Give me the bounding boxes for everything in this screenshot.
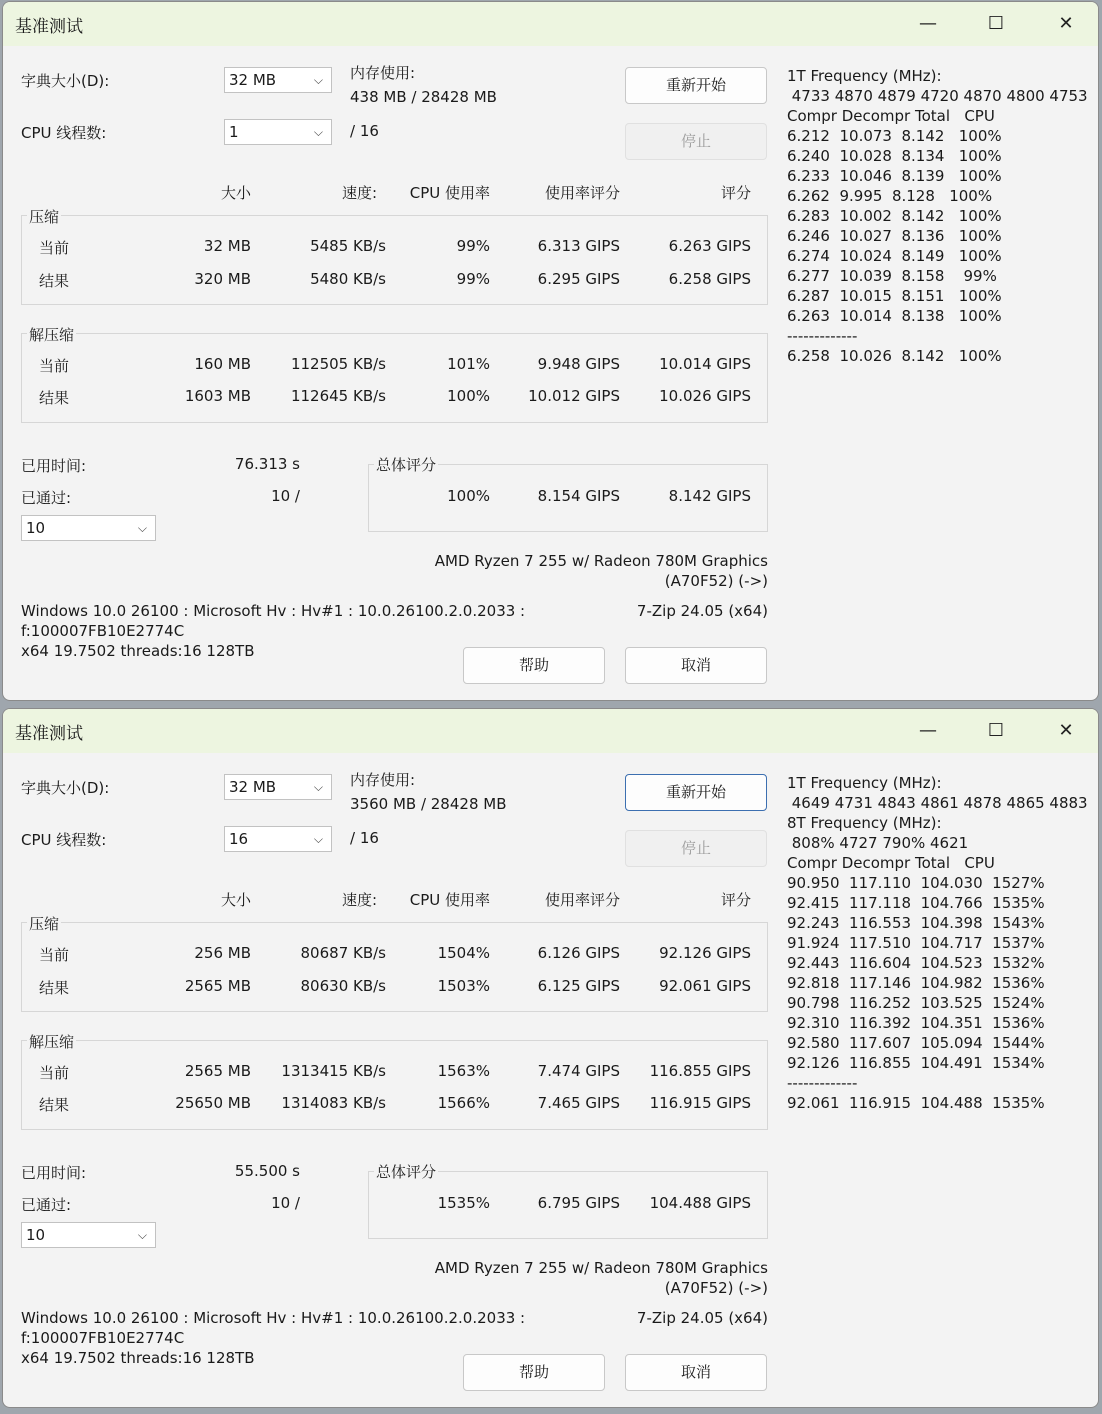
cell-usage-rating: 10.012 GIPS xyxy=(528,387,620,405)
os-info-line1: Windows 10.0 26100 : Microsoft Hv : Hv#1 : 10.0.26100.2.0.2033 : xyxy=(21,1309,526,1327)
memory-usage-value: 3560 MB / 28428 MB xyxy=(350,795,507,813)
passes-value: 10 / xyxy=(271,487,300,505)
cpu-id: (A70F52) (->) xyxy=(664,572,768,590)
benchmark-window-2 xyxy=(2,708,1099,1408)
compress-group-label: 压缩 xyxy=(29,915,60,933)
os-info-line2: f:100007FB10E2774C xyxy=(21,622,185,640)
header-size: 大小 xyxy=(220,184,251,202)
header-rating: 评分 xyxy=(720,891,751,909)
cell-cpu: 101% xyxy=(447,355,490,373)
decompress-group-label: 解压缩 xyxy=(29,326,75,344)
cpu-threads-value: 1 xyxy=(229,123,239,141)
total-rating: 104.488 GIPS xyxy=(649,1194,751,1212)
cell-cpu: 1563% xyxy=(437,1062,490,1080)
os-info-line1: Windows 10.0 26100 : Microsoft Hv : Hv#1 : 10.0.26100.2.0.2033 : xyxy=(21,602,526,620)
cell-cpu: 1566% xyxy=(437,1094,490,1112)
total-rating-label: 总体评分 xyxy=(376,1163,437,1181)
cpu-id: (A70F52) (->) xyxy=(664,1279,768,1297)
cell-size: 160 MB xyxy=(194,355,251,373)
total-rating-label: 总体评分 xyxy=(376,456,437,474)
elapsed-time-label: 已用时间: xyxy=(21,457,87,475)
cpu-name: AMD Ryzen 7 255 w/ Radeon 780M Graphics xyxy=(434,1259,768,1277)
maximize-icon[interactable]: ☐ xyxy=(987,13,1005,34)
header-speed: 速度: xyxy=(341,891,377,909)
stop-button[interactable]: 停止 xyxy=(625,830,767,867)
dict-size-value: 32 MB xyxy=(229,778,277,796)
title-bar[interactable] xyxy=(3,709,1098,753)
cpu-threads-label: CPU 线程数: xyxy=(21,831,107,849)
os-info-line3: x64 19.7502 threads:16 128TB xyxy=(21,642,255,660)
cell-speed: 112645 KB/s xyxy=(290,387,386,405)
cell-usage-rating: 9.948 GIPS xyxy=(537,355,620,373)
header-speed: 速度: xyxy=(341,184,377,202)
chevron-down-icon: ⌵ xyxy=(313,73,323,87)
dict-size-label: 字典大小(D): xyxy=(21,779,110,797)
os-info-line2: f:100007FB10E2774C xyxy=(21,1329,185,1347)
version-label: 7-Zip 24.05 (x64) xyxy=(636,1309,768,1327)
passes-label: 已通过: xyxy=(21,489,72,507)
header-rating: 评分 xyxy=(720,184,751,202)
cell-rating: 10.014 GIPS xyxy=(659,355,751,373)
maximize-icon[interactable]: ☐ xyxy=(987,720,1005,741)
cpu-threads-select[interactable] xyxy=(224,826,332,852)
total-rating: 8.142 GIPS xyxy=(668,487,751,505)
passes-select-value: 10 xyxy=(26,1226,46,1244)
memory-usage-label: 内存使用: xyxy=(350,64,416,82)
header-cpu-usage: CPU 使用率 xyxy=(409,891,490,909)
dict-size-select[interactable] xyxy=(224,774,332,800)
passes-select-value: 10 xyxy=(26,519,46,537)
row-name: 结果 xyxy=(39,389,70,407)
dict-size-value: 32 MB xyxy=(229,71,277,89)
close-icon[interactable]: ✕ xyxy=(1058,720,1074,741)
chevron-down-icon: ⌵ xyxy=(137,1228,147,1242)
header-usage-rating: 使用率评分 xyxy=(544,184,620,202)
cpu-threads-label: CPU 线程数: xyxy=(21,124,107,142)
cpu-threads-total: / 16 xyxy=(350,829,379,847)
cell-speed: 5485 KB/s xyxy=(310,237,386,255)
cell-speed: 5480 KB/s xyxy=(310,270,386,288)
chevron-down-icon: ⌵ xyxy=(313,125,323,139)
decompress-group xyxy=(21,1040,768,1130)
cell-rating: 116.855 GIPS xyxy=(649,1062,751,1080)
header-size: 大小 xyxy=(220,891,251,909)
cancel-button[interactable]: 取消 xyxy=(625,647,767,684)
memory-usage-value: 438 MB / 28428 MB xyxy=(350,88,497,106)
cell-size: 320 MB xyxy=(194,270,251,288)
header-usage-rating: 使用率评分 xyxy=(544,891,620,909)
cell-size: 2565 MB xyxy=(184,977,251,995)
cell-speed: 80687 KB/s xyxy=(300,944,386,962)
memory-usage-label: 内存使用: xyxy=(350,771,416,789)
restart-button[interactable]: 重新开始 xyxy=(625,774,767,811)
cell-size: 25650 MB xyxy=(175,1094,251,1112)
total-usage-rating: 6.795 GIPS xyxy=(537,1194,620,1212)
chevron-down-icon: ⌵ xyxy=(313,780,323,794)
cell-cpu: 99% xyxy=(456,237,490,255)
cell-cpu: 1504% xyxy=(437,944,490,962)
cell-rating: 116.915 GIPS xyxy=(649,1094,751,1112)
dict-size-select[interactable] xyxy=(224,67,332,93)
compress-group-label: 压缩 xyxy=(29,208,60,226)
passes-value: 10 / xyxy=(271,1194,300,1212)
benchmark-log: 1T Frequency (MHz): 4649 4731 4843 4861 4878 4865 4883 8T Frequency (MHz): 808% 4727 790% 4621 Compr Decompr Total CPU 90.950 117.110 104.030 1527% 92.415 117.118 104.766 1535% 92.243 116.553 104.398 1543% 91.924 117.510 104.717 1537% 92.443 116.604 104.523 1532% 92.818 117.146 104.982 1536% 90.798 116.252 103.525 1524% 92.310 116.392 104.351 1536% 92.580 117.607 105.094 1544% 92.126 116.855 104.491 1534% ------------- 92.061 116.915 104.488 1535% xyxy=(787,774,1088,1112)
cell-cpu: 100% xyxy=(447,387,490,405)
row-name: 结果 xyxy=(39,979,70,997)
row-name: 当前 xyxy=(39,1064,70,1082)
dict-size-label: 字典大小(D): xyxy=(21,72,110,90)
cell-rating: 6.263 GIPS xyxy=(668,237,751,255)
cell-speed: 1313415 KB/s xyxy=(281,1062,386,1080)
cpu-threads-value: 16 xyxy=(229,830,249,848)
cell-size: 32 MB xyxy=(203,237,251,255)
total-usage-rating: 8.154 GIPS xyxy=(537,487,620,505)
cell-usage-rating: 7.474 GIPS xyxy=(537,1062,620,1080)
close-icon[interactable]: ✕ xyxy=(1058,13,1074,34)
cell-usage-rating: 6.295 GIPS xyxy=(537,270,620,288)
decompress-group xyxy=(21,333,768,423)
chevron-down-icon: ⌵ xyxy=(313,832,323,846)
cell-rating: 10.026 GIPS xyxy=(659,387,751,405)
passes-label: 已通过: xyxy=(21,1196,72,1214)
total-cpu: 100% xyxy=(447,487,490,505)
window-title: 基准测试 xyxy=(15,17,83,37)
cell-cpu: 99% xyxy=(456,270,490,288)
passes-select[interactable] xyxy=(21,1222,156,1248)
row-name: 结果 xyxy=(39,1096,70,1114)
cell-usage-rating: 6.126 GIPS xyxy=(537,944,620,962)
minimize-icon[interactable]: — xyxy=(919,13,937,34)
cell-size: 256 MB xyxy=(194,944,251,962)
row-name: 当前 xyxy=(39,239,70,257)
passes-select[interactable] xyxy=(21,515,156,541)
decompress-group-label: 解压缩 xyxy=(29,1033,75,1051)
os-info-line3: x64 19.7502 threads:16 128TB xyxy=(21,1349,255,1367)
benchmark-log: 1T Frequency (MHz): 4733 4870 4879 4720 4870 4800 4753 Compr Decompr Total CPU 6.212 10.073 8.142 100% 6.240 10.028 8.134 100% 6.233 10.046 8.139 100% 6.262 9.995 8.128 100% 6.283 10.002 8.142 100% 6.246 10.027 8.136 100% 6.274 10.024 8.149 100% 6.277 10.039 8.158 99% 6.287 10.015 8.151 100% 6.263 10.014 8.138 100% ------------- 6.258 10.026 8.142 100% xyxy=(787,67,1088,365)
cell-usage-rating: 6.125 GIPS xyxy=(537,977,620,995)
chevron-down-icon: ⌵ xyxy=(137,521,147,535)
cell-usage-rating: 7.465 GIPS xyxy=(537,1094,620,1112)
restart-button[interactable]: 重新开始 xyxy=(625,67,767,104)
stop-button[interactable]: 停止 xyxy=(625,123,767,160)
benchmark-window-1 xyxy=(2,1,1099,701)
compress-group xyxy=(21,922,768,1012)
cpu-name: AMD Ryzen 7 255 w/ Radeon 780M Graphics xyxy=(434,552,768,570)
cpu-threads-select[interactable] xyxy=(224,119,332,145)
row-name: 当前 xyxy=(39,946,70,964)
total-cpu: 1535% xyxy=(437,1194,490,1212)
minimize-icon[interactable]: — xyxy=(919,720,937,741)
cell-rating: 6.258 GIPS xyxy=(668,270,751,288)
cpu-threads-total: / 16 xyxy=(350,122,379,140)
cancel-button[interactable]: 取消 xyxy=(625,1354,767,1391)
cell-speed: 80630 KB/s xyxy=(300,977,386,995)
cell-speed: 1314083 KB/s xyxy=(281,1094,386,1112)
cell-size: 2565 MB xyxy=(184,1062,251,1080)
cell-rating: 92.061 GIPS xyxy=(659,977,751,995)
row-name: 当前 xyxy=(39,357,70,375)
cell-cpu: 1503% xyxy=(437,977,490,995)
compress-group xyxy=(21,215,768,305)
elapsed-time-value: 55.500 s xyxy=(234,1162,300,1180)
cell-size: 1603 MB xyxy=(184,387,251,405)
row-name: 结果 xyxy=(39,272,70,290)
window-title: 基准测试 xyxy=(15,724,83,744)
title-bar[interactable] xyxy=(3,2,1098,46)
cell-usage-rating: 6.313 GIPS xyxy=(537,237,620,255)
help-button[interactable]: 帮助 xyxy=(463,1354,605,1391)
version-label: 7-Zip 24.05 (x64) xyxy=(636,602,768,620)
header-cpu-usage: CPU 使用率 xyxy=(409,184,490,202)
elapsed-time-value: 76.313 s xyxy=(234,455,300,473)
cell-speed: 112505 KB/s xyxy=(290,355,386,373)
cell-rating: 92.126 GIPS xyxy=(659,944,751,962)
help-button[interactable]: 帮助 xyxy=(463,647,605,684)
elapsed-time-label: 已用时间: xyxy=(21,1164,87,1182)
